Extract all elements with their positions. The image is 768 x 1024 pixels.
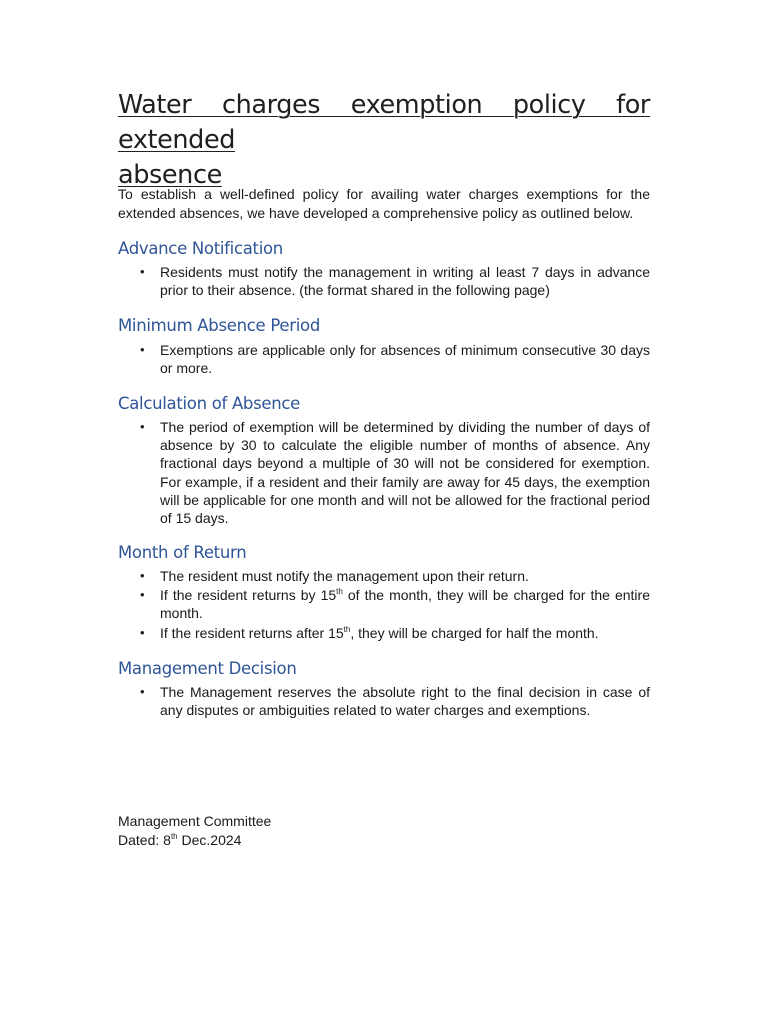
list-item xyxy=(118,418,650,527)
bullet-icon: • xyxy=(140,587,145,603)
list-item xyxy=(118,586,650,622)
list-item-text: Exemptions are applicable only for absences of minimum consecutive 30 days or more. xyxy=(160,342,650,377)
list-item xyxy=(118,567,650,585)
list-item xyxy=(118,263,650,299)
list-item-text xyxy=(160,625,599,641)
bullet-icon: • xyxy=(140,264,145,279)
ordinal-suffix: th xyxy=(343,624,351,634)
text-part: of the month, they will be charged for the entire month. xyxy=(160,587,650,622)
heading-calculation-of-absence: Calculation of Absence xyxy=(118,394,301,413)
list-item-text: The period of exemption will be determined by dividing the number of days of absence by 30 to calculate the eligible number of months of absence. Any fractional days beyond a multiple of 30 will not be considered for exemption. For example, if a resident and their family are away for 45 days, the exemption will be applicable for one month and will not be allowed for the fractional period of 15 days. xyxy=(160,419,650,527)
bullet-icon: • xyxy=(140,684,145,699)
list-item xyxy=(118,341,650,377)
list-minimum-absence-period xyxy=(118,341,650,378)
text-part: If the resident returns by 15 xyxy=(160,587,337,604)
list-calculation-of-absence xyxy=(118,418,650,528)
heading-minimum-absence-period: Minimum Absence Period xyxy=(118,316,320,335)
ordinal-suffix: th xyxy=(170,832,178,841)
heading-month-of-return: Month of Return xyxy=(118,543,247,562)
bullet-icon: • xyxy=(140,624,145,640)
list-advance-notification xyxy=(118,263,650,300)
list-item xyxy=(118,683,650,719)
list-item-text xyxy=(160,587,650,621)
title-line-2: absence xyxy=(118,160,222,190)
bullet-icon: • xyxy=(140,568,145,583)
list-item-text: Residents must notify the management in writing al least 7 days in advance prior to their absence. (the format shared in the following page) xyxy=(160,264,650,299)
bullet-icon: • xyxy=(140,342,145,357)
text-part: , they will be charged for half the month. xyxy=(350,624,599,641)
signature-committee: Management Committee xyxy=(118,813,272,829)
heading-management-decision: Management Decision xyxy=(118,659,297,678)
title-line-1: Water charges exemption policy for extended xyxy=(118,90,650,155)
intro-paragraph: To establish a well-defined policy for availing water charges exemptions for the extended absences, we have developed a comprehensive policy as outlined below. xyxy=(118,186,650,221)
list-item-text: The Management reserves the absolute right to the final decision in case of any disputes or ambiguities related to water charges and exemptions. xyxy=(160,684,650,719)
ordinal-suffix: th xyxy=(336,587,343,597)
heading-advance-notification: Advance Notification xyxy=(118,239,283,258)
date-text: Dated: 8 xyxy=(118,832,171,848)
date-text: Dec.2024 xyxy=(177,832,242,848)
document-title xyxy=(118,88,650,193)
signature-date xyxy=(118,831,241,850)
text-part: If the resident returns after 15 xyxy=(160,624,344,641)
bullet-icon: • xyxy=(140,419,145,434)
list-item xyxy=(118,624,650,642)
list-month-of-return xyxy=(118,567,650,643)
list-item-text: The resident must notify the management upon their return. xyxy=(160,568,529,584)
list-management-decision xyxy=(118,683,650,720)
